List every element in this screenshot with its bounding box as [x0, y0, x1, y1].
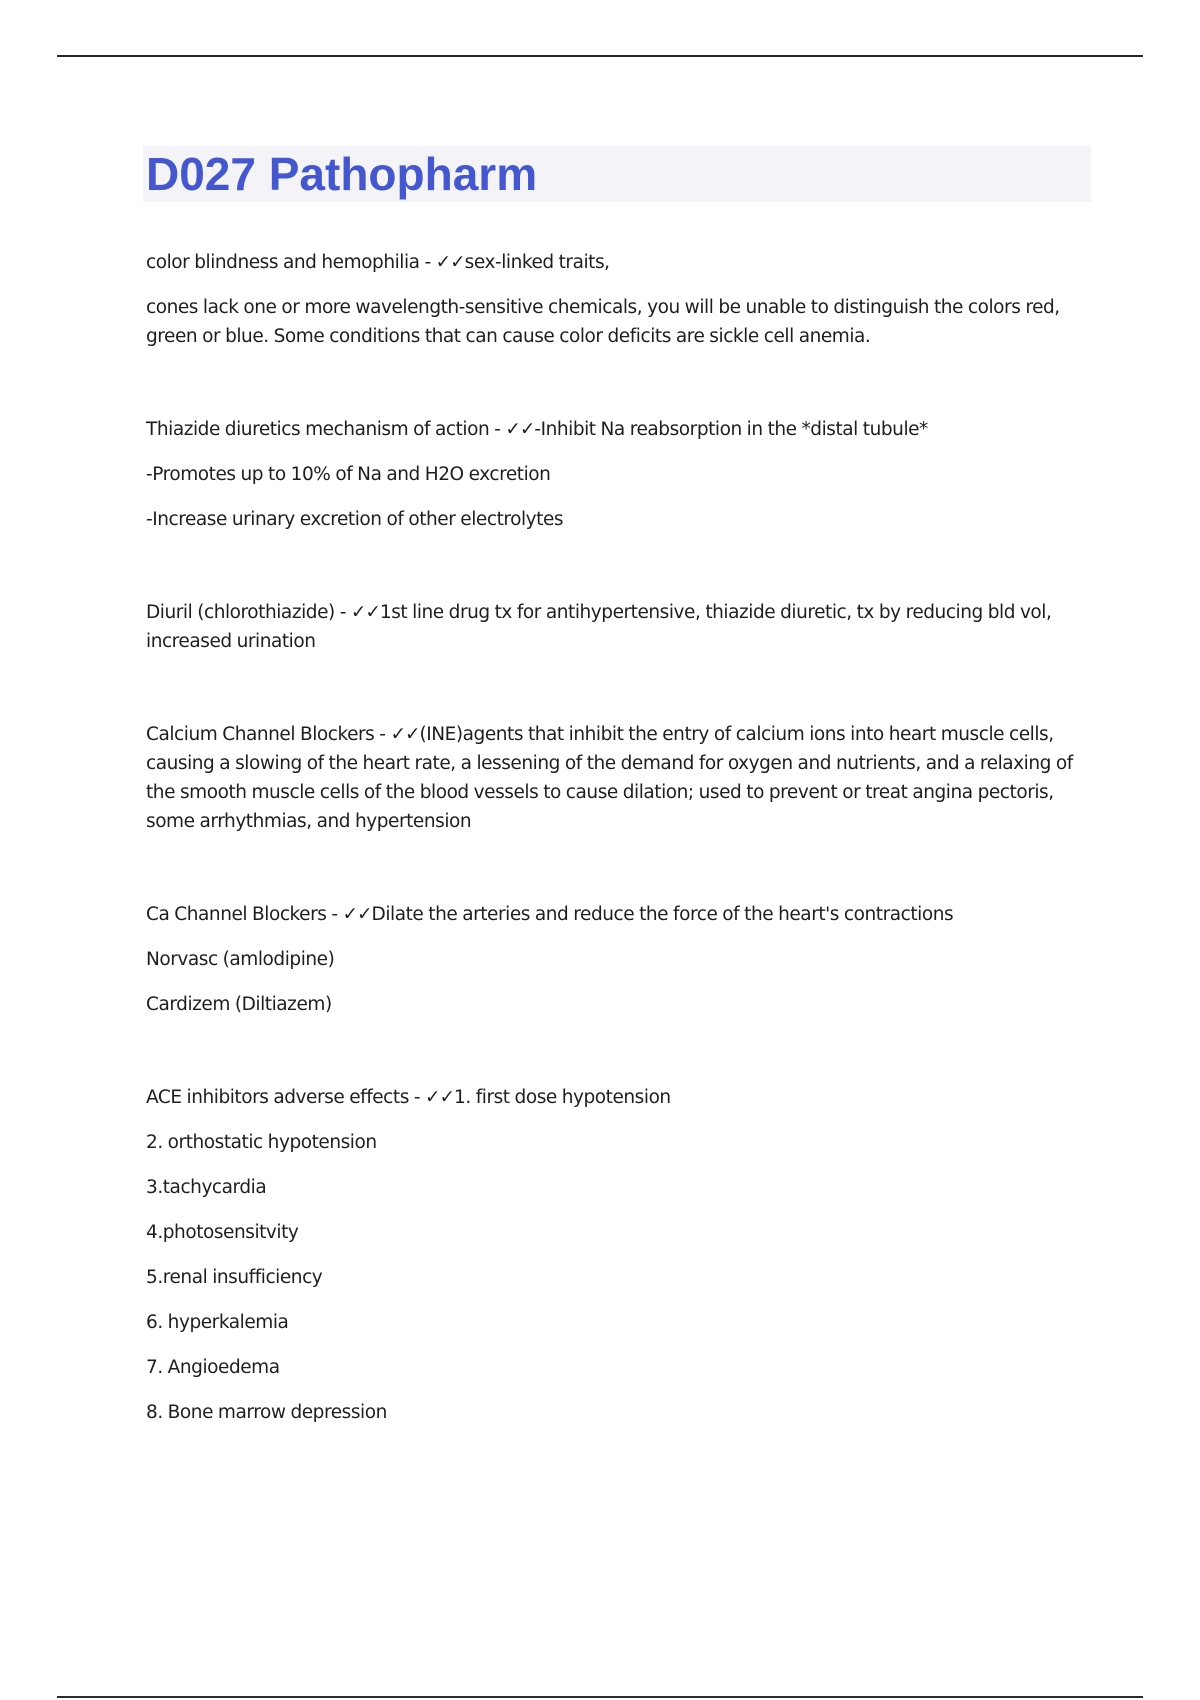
entry-answer-line: 8. Bone marrow depression [146, 1402, 387, 1423]
qa-entry [146, 900, 1092, 1019]
entry-answer-line: (INE)agents that inhibit the entry of calcium ions into heart muscle cells, causing a slowing of the heart rate, a lessening of the demand for oxygen and nutrients, and a relaxing of the smooth muscle cells of the blood vessels to cause dilation; used to prevent or treat angina pectoris, some arrhythmias, and hypertension [146, 724, 1073, 832]
document-body [146, 248, 1092, 1491]
double-check-icon: ✓✓ [425, 1087, 455, 1108]
qa-entry [146, 248, 1092, 351]
entry-answer-line: 1st line drug tx for antihypertensive, thiazide diuretic, tx by reducing bld vol, increased urination [146, 602, 1052, 652]
entry-term: Calcium Channel Blockers [146, 724, 375, 745]
entry-first-line [146, 248, 1092, 277]
entry-answer-line: -Promotes up to 10% of Na and H2O excretion [146, 464, 551, 485]
entry-answer-line: 4.photosensitvity [146, 1222, 299, 1243]
entry-term: Ca Channel Blockers [146, 904, 327, 925]
entry-answer-line: cones lack one or more wavelength-sensitive chemicals, you will be unable to distinguish the colors red, green or blue. Some conditions that can cause color deficits are sickle cell anemia. [146, 297, 1060, 347]
double-check-icon: ✓✓ [342, 904, 372, 925]
double-check-icon: ✓✓ [390, 724, 420, 745]
bottom-rule [57, 1696, 1143, 1698]
entry-answer-line: 6. hyperkalemia [146, 1312, 289, 1333]
entry-term: ACE inhibitors adverse effects [146, 1087, 409, 1108]
entry-separator: - [326, 904, 343, 925]
entry-answer-line: Dilate the arteries and reduce the force of the heart's contractions [371, 904, 954, 925]
entry-separator: - [374, 724, 391, 745]
entry-term: Thiazide diuretics mechanism of action [146, 419, 490, 440]
entry-answer-line: sex-linked traits, [464, 252, 610, 273]
entry-separator: - [489, 419, 506, 440]
qa-entry [146, 598, 1092, 656]
entry-answer-line: 7. Angioedema [146, 1357, 280, 1378]
entry-first-line [146, 1083, 1092, 1112]
entry-answer-line: 2. orthostatic hypotension [146, 1132, 377, 1153]
entry-answer-line: Cardizem (Diltiazem) [146, 994, 332, 1015]
entry-answer-line: Norvasc (amlodipine) [146, 949, 335, 970]
entry-first-line [146, 415, 1092, 444]
double-check-icon: ✓✓ [350, 602, 380, 623]
entry-separator: - [408, 1087, 425, 1108]
entry-separator: - [419, 252, 436, 273]
entry-answer-line: -Increase urinary excretion of other electrolytes [146, 509, 564, 530]
entry-first-line [146, 720, 1092, 836]
entry-first-line [146, 900, 1092, 929]
entry-answer-line: 5.renal insufficiency [146, 1267, 323, 1288]
entry-term: Diuril (chlorothiazide) [146, 602, 335, 623]
qa-entry [146, 1083, 1092, 1427]
double-check-icon: ✓✓ [435, 252, 465, 273]
top-rule [57, 55, 1143, 57]
entry-answer-line: 1. first dose hypotension [454, 1087, 671, 1108]
qa-entry [146, 720, 1092, 836]
entry-first-line [146, 598, 1092, 656]
entry-answer-line: 3.tachycardia [146, 1177, 267, 1198]
entry-term: color blindness and hemophilia [146, 252, 420, 273]
double-check-icon: ✓✓ [505, 419, 535, 440]
entry-answer-line: -Inhibit Na reabsorption in the *distal tubule* [534, 419, 928, 440]
entry-separator: - [334, 602, 351, 623]
document-title: D027 Pathopharm [146, 148, 538, 200]
qa-entry [146, 415, 1092, 534]
